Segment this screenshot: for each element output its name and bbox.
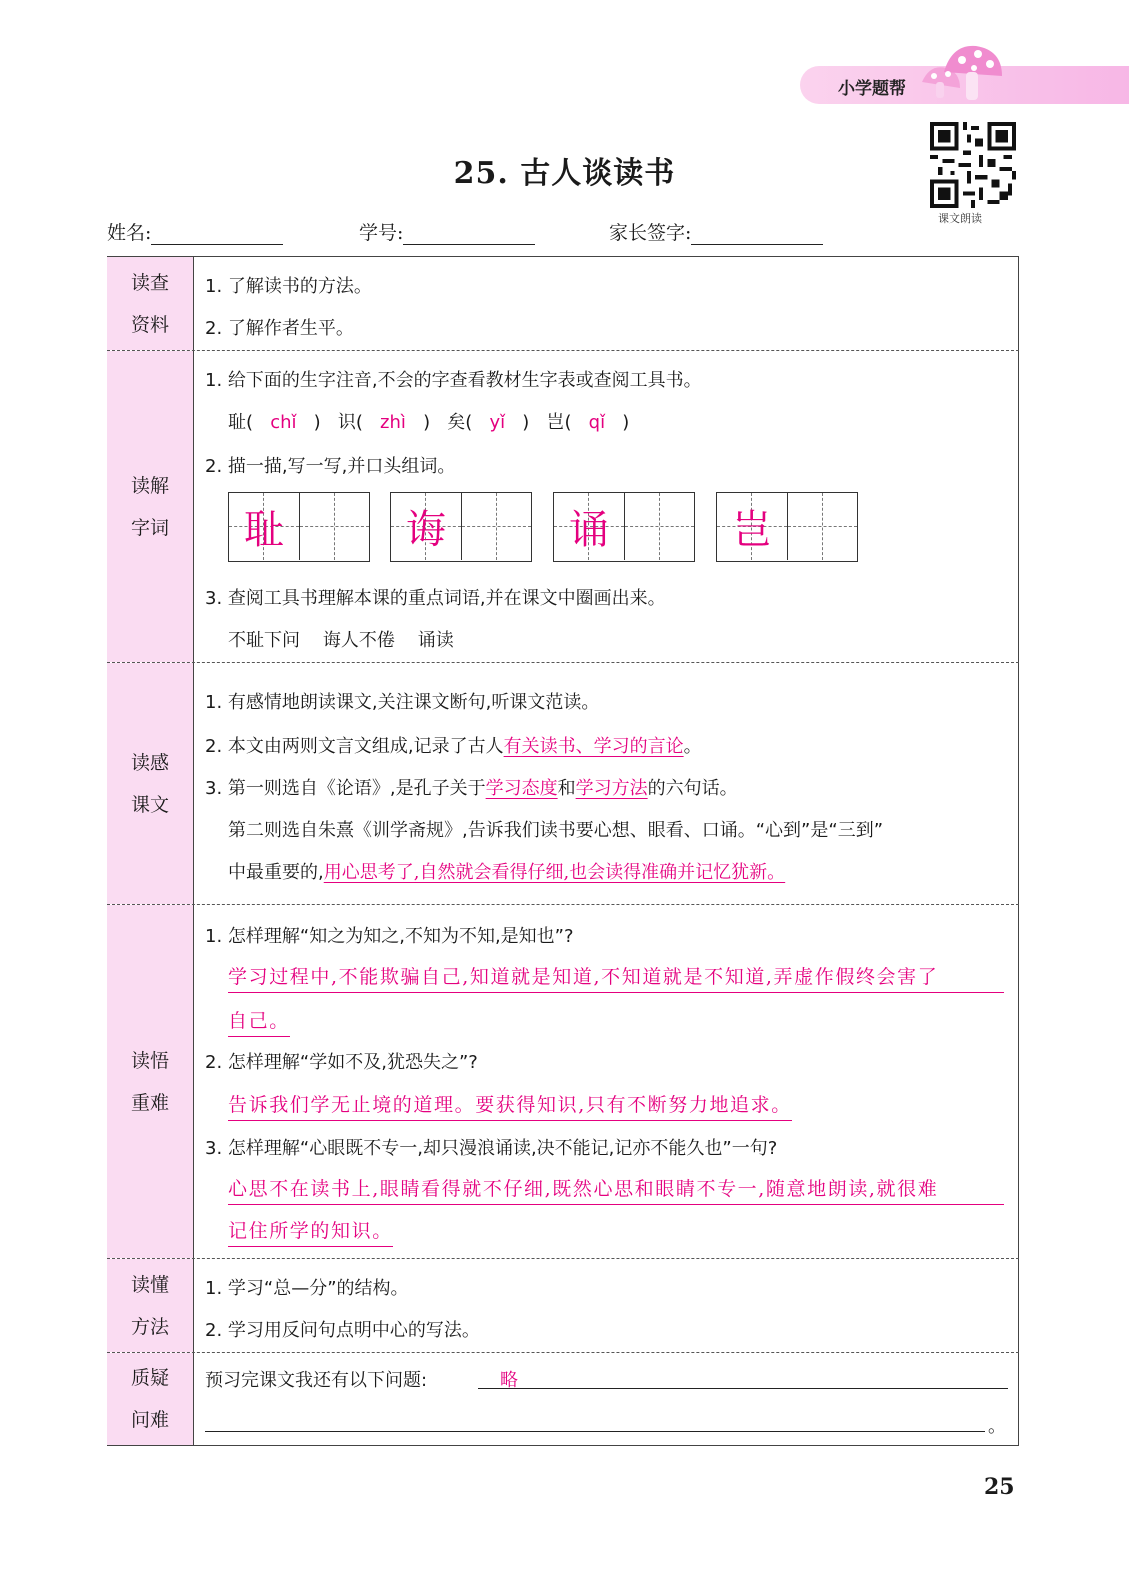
pinyin-char: 识 (337, 412, 356, 433)
reading-text: 中最重要的, (228, 862, 324, 883)
section-label-difficulties (107, 905, 194, 1258)
reading-text: 2. 本文由两则文言文组成,记录了古人 (205, 736, 504, 757)
tracing-box[interactable] (390, 492, 532, 562)
section-divider (107, 350, 1019, 351)
reading-text: 3. 第一则选自《论语》,是孔子关于 (205, 778, 486, 799)
parent-signature-blank[interactable] (691, 224, 823, 245)
reading-text: 和 (557, 778, 576, 799)
question-blank-line-2[interactable] (205, 1431, 985, 1432)
answer-blank[interactable]: 有关读书、学习的言论 (503, 736, 684, 757)
pinyin-answer[interactable]: qǐ (588, 412, 606, 433)
student-id-field[interactable] (359, 218, 535, 245)
answer-line[interactable]: 心思不在读书上,眼睛看得就不仔细,既然心思和眼睛不专一,随意地朗读,就很难 (228, 1174, 1004, 1205)
section-divider (107, 1352, 1019, 1353)
reading-item-1: 1. 有感情地朗读课文,关注课文断句,听课文范读。 (205, 692, 600, 713)
tracing-char: 耻 (244, 507, 284, 553)
name-field[interactable] (107, 218, 283, 245)
tracing-char: 诲 (406, 507, 446, 553)
tracing-char: 诵 (569, 507, 609, 553)
label-bottom: 资料 (130, 313, 169, 336)
tracing-box[interactable] (228, 492, 370, 562)
page-number: 25 (984, 1474, 1015, 1500)
answer-blank[interactable]: 学习态度 (485, 778, 558, 799)
research-item-1: 1. 了解读书的方法。 (205, 276, 372, 297)
tracing-box[interactable] (553, 492, 695, 562)
label-bottom: 课文 (130, 793, 169, 816)
label-top: 读解 (130, 474, 169, 497)
difficulty-question-1: 1. 怎样理解“知之为知之,不知为不知,是知也”? (205, 926, 574, 947)
difficulty-question-3: 3. 怎样理解“心眼既不专一,却只漫浪诵读,决不能记,记亦不能久也”一句? (205, 1138, 778, 1159)
pinyin-answer[interactable]: chǐ (270, 412, 297, 433)
student-id-blank[interactable] (403, 224, 535, 245)
research-item-2: 2. 了解作者生平。 (205, 318, 354, 339)
label-top: 质疑 (130, 1367, 169, 1389)
vocab-question-2: 2. 描一描,写一写,并口头组词。 (205, 456, 456, 477)
vocab-question-3: 3. 查阅工具书理解本课的重点词语,并在课文中圈画出来。 (205, 588, 666, 609)
question-answer[interactable]: 略 (500, 1370, 518, 1391)
reading-item-3 (205, 774, 738, 800)
qr-code-icon[interactable] (930, 122, 1016, 208)
section-divider (107, 904, 1019, 905)
answer-line[interactable]: 自己。 (228, 1006, 290, 1037)
brand-label: 小学题帮 (838, 79, 906, 99)
label-top: 读查 (130, 271, 169, 294)
pinyin-answer[interactable]: zhì (380, 412, 406, 433)
answer-line[interactable]: 记住所学的知识。 (228, 1216, 393, 1247)
question-prompt: 预习完课文我还有以下问题: (205, 1370, 428, 1391)
method-item-2: 2. 学习用反问句点明中心的写法。 (205, 1320, 480, 1341)
reading-text: 的六句话。 (647, 778, 738, 799)
section-label-methods (107, 1259, 194, 1352)
section-divider (107, 1258, 1019, 1259)
qr-caption: 课文朗读 (938, 212, 982, 225)
pinyin-char: 岂 (546, 412, 565, 433)
pinyin-char: 耻 (228, 412, 246, 433)
tracing-box[interactable] (716, 492, 858, 562)
answer-blank[interactable]: 学习方法 (575, 778, 648, 799)
mushroom-icon (918, 42, 1008, 104)
answer-blank[interactable]: 用心思考了,自然就会看得仔细,也会读得准确并记忆犹新。 (323, 862, 786, 883)
pinyin-row: 耻( chǐ ) 识( zhì ) 矣( yǐ ) 岂( qǐ ) (228, 412, 630, 433)
section-label-questions (107, 1353, 194, 1445)
section-divider (107, 662, 1019, 663)
pinyin-answer[interactable]: yǐ (489, 412, 506, 433)
method-item-1: 1. 学习“总—分”的结构。 (205, 1278, 409, 1299)
label-bottom: 字词 (130, 516, 169, 539)
student-id-label: 学号: (359, 222, 404, 244)
vocab-question-1: 1. 给下面的生字注音,不会的字查看教材生字表或查阅工具书。 (205, 370, 702, 391)
difficulty-question-2: 2. 怎样理解“学如不及,犹恐失之”? (205, 1052, 478, 1073)
section-label-vocabulary (107, 351, 194, 662)
worksheet-table (107, 256, 1019, 1446)
key-words: 不耻下问 诲人不倦 诵读 (228, 630, 454, 651)
reading-item-2 (205, 732, 702, 758)
reading-item-5 (228, 858, 785, 884)
label-top: 读懂 (130, 1273, 169, 1296)
section-label-reading (107, 663, 194, 904)
answer-line[interactable]: 告诉我们学无止境的道理。要获得知识,只有不断努力地追求。 (228, 1090, 792, 1121)
answer-line[interactable]: 学习过程中,不能欺骗自己,知道就是知道,不知道就是不知道,弄虚作假终会害了 (228, 962, 1004, 993)
question-end-mark: 。 (988, 1416, 1006, 1437)
parent-signature-field[interactable] (609, 218, 823, 245)
name-label: 姓名: (107, 222, 152, 244)
label-top: 读感 (130, 751, 169, 774)
pinyin-char: 矣 (447, 412, 466, 433)
label-bottom: 问难 (130, 1409, 169, 1431)
parent-signature-label: 家长签字: (609, 222, 692, 244)
label-bottom: 重难 (130, 1091, 169, 1114)
section-label-research (107, 257, 194, 350)
page-title: 25. 古人谈读书 (453, 156, 676, 191)
tracing-char: 岂 (732, 507, 772, 553)
label-bottom: 方法 (130, 1315, 169, 1338)
label-top: 读悟 (130, 1049, 169, 1072)
reading-text: 。 (683, 736, 702, 757)
reading-item-4: 第二则选自朱熹《训学斋规》,告诉我们读书要心想、眼看、口诵。“心到”是“三到” (228, 820, 884, 841)
question-blank-line[interactable] (478, 1388, 1008, 1389)
name-blank[interactable] (151, 224, 283, 245)
